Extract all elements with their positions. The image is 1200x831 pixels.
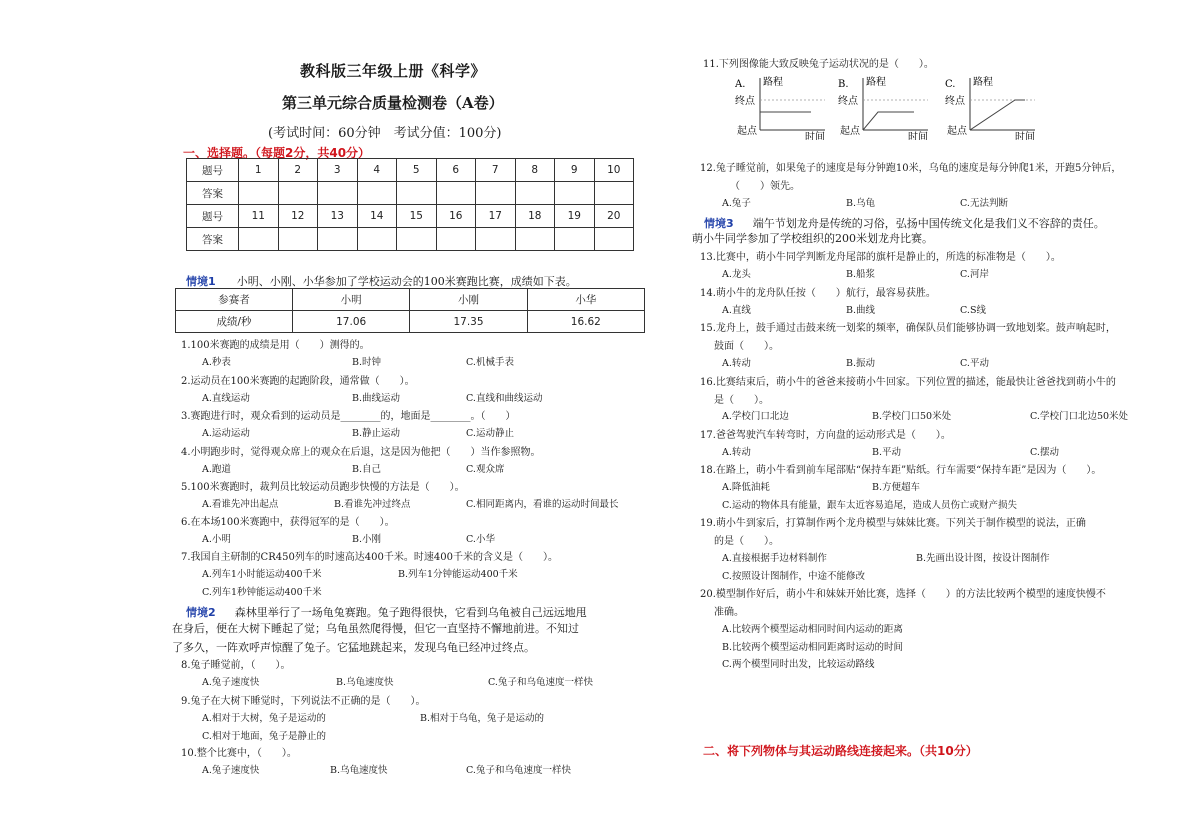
q10-option-a[interactable]: A.兔子速度快 xyxy=(202,765,260,776)
graph-a-ylabel: 路程 xyxy=(763,77,783,88)
q2-option-c[interactable]: C.直线和曲线运动 xyxy=(466,393,543,404)
scene3-line2: 萌小牛同学参加了学校组织的200米划龙舟比赛。 xyxy=(692,232,933,245)
table-cell: 14 xyxy=(357,205,397,228)
answer-table-row xyxy=(187,205,634,228)
answer-blank[interactable] xyxy=(555,228,595,251)
table-cell: 18 xyxy=(515,205,555,228)
table-cell: 4 xyxy=(357,159,397,182)
answer-blank[interactable] xyxy=(318,182,358,205)
scene2-line1: 森林里举行了一场龟兔赛跑。兔子跑得很快，它看到乌龟被自己远远地甩 xyxy=(234,606,587,619)
table-cell: 20 xyxy=(594,205,634,228)
q14-option-b[interactable]: B.曲线 xyxy=(846,305,876,316)
q6-option-b[interactable]: B.小刚 xyxy=(352,534,382,545)
table-cell: 9 xyxy=(555,159,595,182)
table-cell: 题号 xyxy=(187,205,239,228)
q4-option-c[interactable]: C.观众席 xyxy=(466,464,505,475)
table-header: 小明 xyxy=(293,289,410,311)
q7-option-c[interactable]: C.列车1秒钟能运动400千米 xyxy=(202,587,322,598)
graph-c-xlabel: 时间 xyxy=(1015,132,1035,140)
table-cell: 答案 xyxy=(187,182,239,205)
answer-blank[interactable] xyxy=(594,182,634,205)
table-cell: 16 xyxy=(436,205,476,228)
question-18: 18.在路上，萌小牛看到前车尾部贴“保持车距”贴纸。行车需要“保持车距”是因为（ ）。 xyxy=(700,465,1102,476)
q2-option-a[interactable]: A.直线运动 xyxy=(202,393,250,404)
table-cell: 15 xyxy=(397,205,437,228)
q20-option-c[interactable]: C.两个模型同时出发，比较运动路线 xyxy=(722,659,875,670)
graph-c-ylabel: 路程 xyxy=(973,77,993,88)
graph-a-start: 起点 xyxy=(737,126,757,137)
answer-blank[interactable] xyxy=(397,182,437,205)
table-cell: 13 xyxy=(318,205,358,228)
table-cell: 5 xyxy=(397,159,437,182)
graph-b-ylabel: 路程 xyxy=(866,77,886,88)
q19-option-b[interactable]: B.先画出设计图，按设计图制作 xyxy=(916,553,1050,564)
question-14: 14.萌小牛的龙舟队任按（ ）航行，最容易获胜。 xyxy=(700,288,936,299)
q6-option-c[interactable]: C.小华 xyxy=(466,534,495,545)
question-3: 3.赛跑进行时，观众看到的运动员是________的，地面是________。（ ） xyxy=(181,411,516,422)
answer-table-row xyxy=(187,182,634,205)
q19-option-c[interactable]: C.按照设计图制作，中途不能修改 xyxy=(722,571,865,582)
q4-option-b[interactable]: B.自己 xyxy=(352,464,382,475)
q17-option-c[interactable]: C.摆动 xyxy=(1030,447,1059,458)
answer-blank[interactable] xyxy=(476,182,516,205)
scene3-label: 情境3 xyxy=(704,217,734,230)
q9-option-a[interactable]: A.相对于大树，兔子是运动的 xyxy=(202,713,326,724)
question-6: 6.在本场100米赛跑中，获得冠军的是（ ）。 xyxy=(181,517,395,528)
table-cell: 19 xyxy=(555,205,595,228)
table-row xyxy=(176,289,645,311)
graph-c-curve xyxy=(970,100,1025,130)
exam-info: (考试时间：60分钟 考试分值：100分) xyxy=(268,126,502,141)
table-cell: 题号 xyxy=(187,159,239,182)
table-cell: 1 xyxy=(239,159,279,182)
question-8: 8.兔子睡觉前，（ ）。 xyxy=(181,660,291,671)
q15-option-b[interactable]: B.振动 xyxy=(846,358,876,369)
answer-blank[interactable] xyxy=(515,228,555,251)
answer-table xyxy=(186,158,634,251)
q18-option-b[interactable]: B.方便超车 xyxy=(872,482,921,493)
q18-option-c[interactable]: C.运动的物体具有能量，跟车太近容易追尾，造成人员伤亡或财产损失 xyxy=(722,500,1017,511)
question-4: 4.小明跑步时，觉得观众席上的观众在后退，这是因为他把（ ）当作参照物。 xyxy=(181,447,541,458)
graph-a-letter: A. xyxy=(735,79,746,90)
q1-option-a[interactable]: A.秒表 xyxy=(202,357,231,368)
q12-option-a[interactable]: A.兔子 xyxy=(722,198,751,209)
table-row xyxy=(176,311,645,333)
answer-blank[interactable] xyxy=(318,228,358,251)
answer-blank[interactable] xyxy=(555,182,595,205)
question-12: 12.兔子睡觉前，如果兔子的速度是每分钟跑10米，乌龟的速度是每分钟爬1米，开跑5分钟后， xyxy=(700,163,1122,174)
question-19-cont: 的是（ ）。 xyxy=(714,536,779,547)
result-table xyxy=(175,288,645,333)
q8-option-a[interactable]: A.兔子速度快 xyxy=(202,677,260,688)
question-11: 11.下列图像能大致反映兔子运动状况的是（ ）。 xyxy=(703,59,934,70)
q1-option-c[interactable]: C.机械手表 xyxy=(466,357,514,368)
question-20-cont: 准确。 xyxy=(714,607,744,618)
graph-b[interactable] xyxy=(838,70,938,140)
table-cell: 11 xyxy=(239,205,279,228)
answer-blank[interactable] xyxy=(594,228,634,251)
answer-table-row xyxy=(187,228,634,251)
answer-blank[interactable] xyxy=(357,182,397,205)
q3-option-a[interactable]: A.运动运动 xyxy=(202,428,250,439)
table-cell: 2 xyxy=(278,159,318,182)
q6-option-a[interactable]: A.小明 xyxy=(202,534,231,545)
table-cell: 6 xyxy=(436,159,476,182)
q17-option-a[interactable]: A.转动 xyxy=(722,447,751,458)
q3-option-c[interactable]: C.运动静止 xyxy=(466,428,514,439)
q12-option-b[interactable]: B.乌龟 xyxy=(846,198,876,209)
question-9: 9.兔子在大树下睡觉时，下列说法不正确的是（ ）。 xyxy=(181,696,426,707)
scene3-line1: 端午节划龙舟是传统的习俗，弘扬中国传统文化是我们义不容辞的责任。 xyxy=(752,217,1105,230)
answer-blank[interactable] xyxy=(436,228,476,251)
q18-option-a[interactable]: A.降低油耗 xyxy=(722,482,770,493)
q15-option-a[interactable]: A.转动 xyxy=(722,358,751,369)
q13-option-a[interactable]: A.龙头 xyxy=(722,269,751,280)
q9-option-b[interactable]: B.相对于乌龟，兔子是运动的 xyxy=(420,713,545,724)
question-2: 2.运动员在100米赛跑的起跑阶段，通常做（ ）。 xyxy=(181,376,415,387)
table-cell: 3 xyxy=(318,159,358,182)
table-header: 参赛者 xyxy=(176,289,293,311)
q16-option-b[interactable]: B.学校门口50米处 xyxy=(872,411,952,422)
graph-b-start: 起点 xyxy=(840,126,860,137)
question-20: 20.模型制作好后，萌小牛和妹妹开始比赛，选择（ ）的方法比较两个模型的速度快慢不 xyxy=(700,589,1106,600)
scene1-text: 小明、小刚、小华参加了学校运动会的100米赛跑比赛，成绩如下表。 xyxy=(236,275,577,288)
answer-blank[interactable] xyxy=(397,228,437,251)
q20-option-a[interactable]: A.比较两个模型运动相同时间内运动的距离 xyxy=(722,624,903,635)
q14-option-a[interactable]: A.直线 xyxy=(722,305,751,316)
table-header: 小华 xyxy=(527,289,644,311)
answer-blank[interactable] xyxy=(357,228,397,251)
section2-title: 二、将下列物体与其运动路线连接起来。（共10分） xyxy=(703,744,978,758)
table-cell: 16.62 xyxy=(527,311,644,333)
question-19: 19.萌小牛到家后，打算制作两个龙舟模型与妹妹比赛。下列关于制作模型的说法，正确 xyxy=(700,518,1086,529)
answer-table-row xyxy=(187,159,634,182)
table-cell: 7 xyxy=(476,159,516,182)
question-7: 7.我国自主研制的CR450列车的时速高达400千米。时速400千米的含义是（ ）。 xyxy=(181,552,558,563)
exam-title: 教科版三年级上册《科学》 xyxy=(300,62,487,80)
q16-option-c[interactable]: C.学校门口北边50米处 xyxy=(1030,411,1129,422)
q13-option-b[interactable]: B.船浆 xyxy=(846,269,876,280)
question-5: 5.100米赛跑时，裁判员比较运动员跑步快慢的方法是（ ）。 xyxy=(181,482,465,493)
q5-option-b[interactable]: B.看谁先冲过终点 xyxy=(334,499,411,510)
answer-blank[interactable] xyxy=(278,228,318,251)
q10-option-c[interactable]: C.兔子和乌龟速度一样快 xyxy=(466,765,571,776)
table-cell: 17 xyxy=(476,205,516,228)
scene2-label: 情境2 xyxy=(186,606,216,619)
question-13: 13.比赛中，萌小牛同学判断龙舟尾部的旗杆是静止的，所选的标准物是（ ）。 xyxy=(700,252,1061,263)
answer-blank[interactable] xyxy=(278,182,318,205)
graph-b-end: 终点 xyxy=(838,96,858,107)
q20-option-b[interactable]: B.比较两个模型运动相同距离时运动的时间 xyxy=(722,642,904,653)
table-header: 小刚 xyxy=(410,289,527,311)
q8-option-c[interactable]: C.兔子和乌龟速度一样快 xyxy=(488,677,593,688)
q5-option-c[interactable]: C.相同距离内，看谁的运动时间最长 xyxy=(466,499,619,510)
answer-blank[interactable] xyxy=(515,182,555,205)
graph-c-letter: C. xyxy=(945,79,956,90)
scene1 xyxy=(186,270,577,289)
scene2-line3: 了多久，一阵欢呼声惊醒了兔子。它猛地跳起来，发现乌龟已经冲过终点。 xyxy=(172,641,535,654)
q8-option-b[interactable]: B.乌龟速度快 xyxy=(336,677,394,688)
q7-option-b[interactable]: B.列车1分钟能运动400千米 xyxy=(398,569,518,580)
answer-blank[interactable] xyxy=(239,228,279,251)
table-cell: 17.06 xyxy=(293,311,410,333)
graph-c-end: 终点 xyxy=(945,96,965,107)
table-cell: 成绩/秒 xyxy=(176,311,293,333)
answer-blank[interactable] xyxy=(239,182,279,205)
q5-option-a[interactable]: A.看谁先冲出起点 xyxy=(202,499,279,510)
q12-option-c[interactable]: C.无法判断 xyxy=(960,198,1008,209)
question-15-cont: 鼓面（ ）。 xyxy=(714,341,779,352)
table-cell: 答案 xyxy=(187,228,239,251)
graph-b-letter: B. xyxy=(838,79,849,90)
q4-option-a[interactable]: A.跑道 xyxy=(202,464,231,475)
q7-option-a[interactable]: A.列车1小时能运动400千米 xyxy=(202,569,322,580)
q9-option-c[interactable]: C.相对于地面，兔子是静止的 xyxy=(202,731,326,742)
answer-blank[interactable] xyxy=(476,228,516,251)
graph-a-end: 终点 xyxy=(735,96,755,107)
question-15: 15.龙舟上，鼓手通过击鼓来统一划桨的频率，确保队员们能够协调一致地划桨。鼓声响起时， xyxy=(700,323,1116,334)
q1-option-b[interactable]: B.时钟 xyxy=(352,357,382,368)
q19-option-a[interactable]: A.直接根据手边材料制作 xyxy=(722,553,827,564)
graph-c-start: 起点 xyxy=(947,126,967,137)
table-cell: 17.35 xyxy=(410,311,527,333)
q15-option-c[interactable]: C.平动 xyxy=(960,358,989,369)
question-12-cont: （ ）领先。 xyxy=(730,181,800,192)
question-1: 1.100米赛跑的成绩是用（ ）测得的。 xyxy=(181,340,370,351)
q14-option-c[interactable]: C.S线 xyxy=(960,305,986,316)
scene2-line2: 在身后，便在大树下睡起了觉；乌龟虽然爬得慢，但它一直坚持不懈地前进。不知过 xyxy=(172,622,579,635)
graph-b-curve xyxy=(863,112,914,130)
table-cell: 10 xyxy=(594,159,634,182)
question-16-cont: 是（ ）。 xyxy=(714,395,769,406)
scene1-label: 情境1 xyxy=(186,275,216,288)
scene3-line1-wrap xyxy=(704,212,1105,231)
q17-option-b[interactable]: B.平动 xyxy=(872,447,902,458)
graph-a[interactable] xyxy=(735,70,835,140)
graph-a-xlabel: 时间 xyxy=(805,132,825,140)
table-cell: 8 xyxy=(515,159,555,182)
graph-b-xlabel: 时间 xyxy=(908,132,928,140)
question-16: 16.比赛结束后，萌小牛的爸爸来接萌小牛回家。下列位置的描述，能最快让爸爸找到萌小牛的 xyxy=(700,377,1116,388)
question-17: 17.爸爸驾驶汽车转弯时，方向盘的运动形式是（ ）。 xyxy=(700,430,951,441)
q3-option-b[interactable]: B.静止运动 xyxy=(352,428,401,439)
q10-option-b[interactable]: B.乌龟速度快 xyxy=(330,765,388,776)
q2-option-b[interactable]: B.曲线运动 xyxy=(352,393,401,404)
question-10: 10.整个比赛中，（ ）。 xyxy=(181,748,297,759)
graph-c[interactable] xyxy=(945,70,1045,140)
exam-subtitle: 第三单元综合质量检测卷（A卷） xyxy=(282,94,504,112)
q16-option-a[interactable]: A.学校门口北边 xyxy=(722,411,789,422)
scene2-line1-wrap xyxy=(186,601,587,620)
table-cell: 12 xyxy=(278,205,318,228)
section1-title: 一、选择题。（每题2分，共40分） xyxy=(183,146,371,160)
q13-option-c[interactable]: C.河岸 xyxy=(960,269,989,280)
answer-blank[interactable] xyxy=(436,182,476,205)
